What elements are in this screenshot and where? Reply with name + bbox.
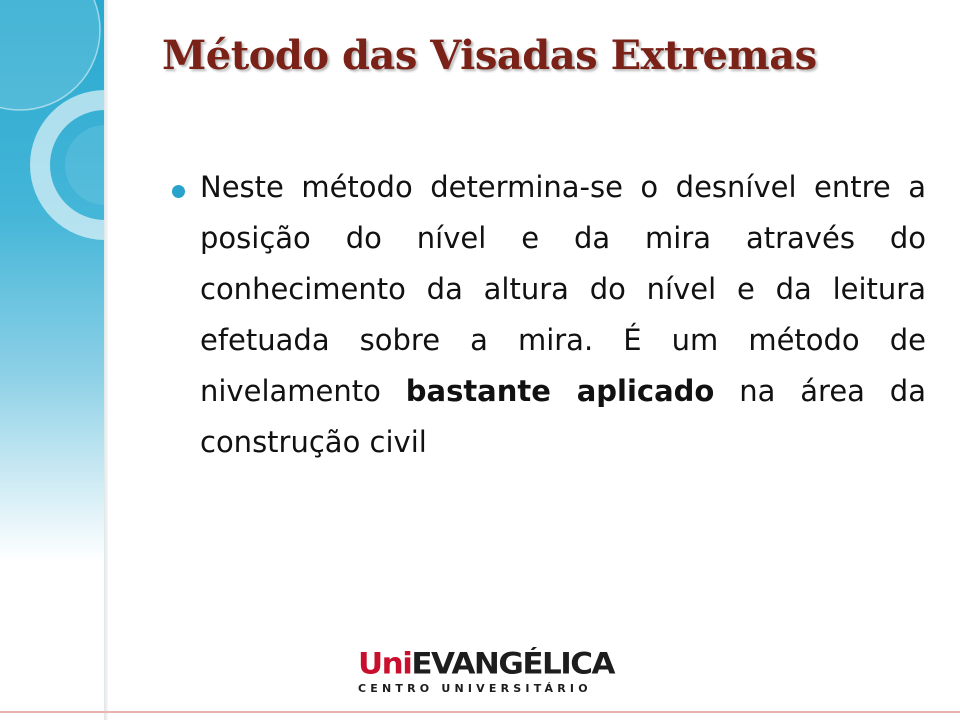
bullet-dot-icon [172, 185, 185, 198]
bullet-text-emphasis: bastante aplicado [405, 374, 715, 408]
logo-name: EVANGÉLICA [411, 647, 615, 682]
bullet-text-part1: Neste método determina-se o desnível entre a posição do nível e da mira através do conhecimento da altura do nível e da leitura efetuada sobre a mira. É um método de nivelamento [200, 170, 926, 408]
unievangelica-logo [358, 647, 615, 698]
bullet-list [172, 162, 926, 468]
decorative-sidebar [0, 0, 106, 720]
bullet-text [200, 162, 926, 468]
logo-wordmark [358, 647, 615, 682]
sidebar-divider [104, 0, 108, 720]
slide-title: Método das Visadas Extremas [162, 32, 817, 79]
logo-uni: Uni [358, 647, 412, 682]
bullet-text-part2: na área da construção civil [200, 374, 926, 459]
decorative-rings-icon [0, 0, 106, 720]
logo-subtitle: CENTRO UNIVERSITÁRIO [358, 682, 592, 695]
bottom-divider [0, 711, 960, 713]
